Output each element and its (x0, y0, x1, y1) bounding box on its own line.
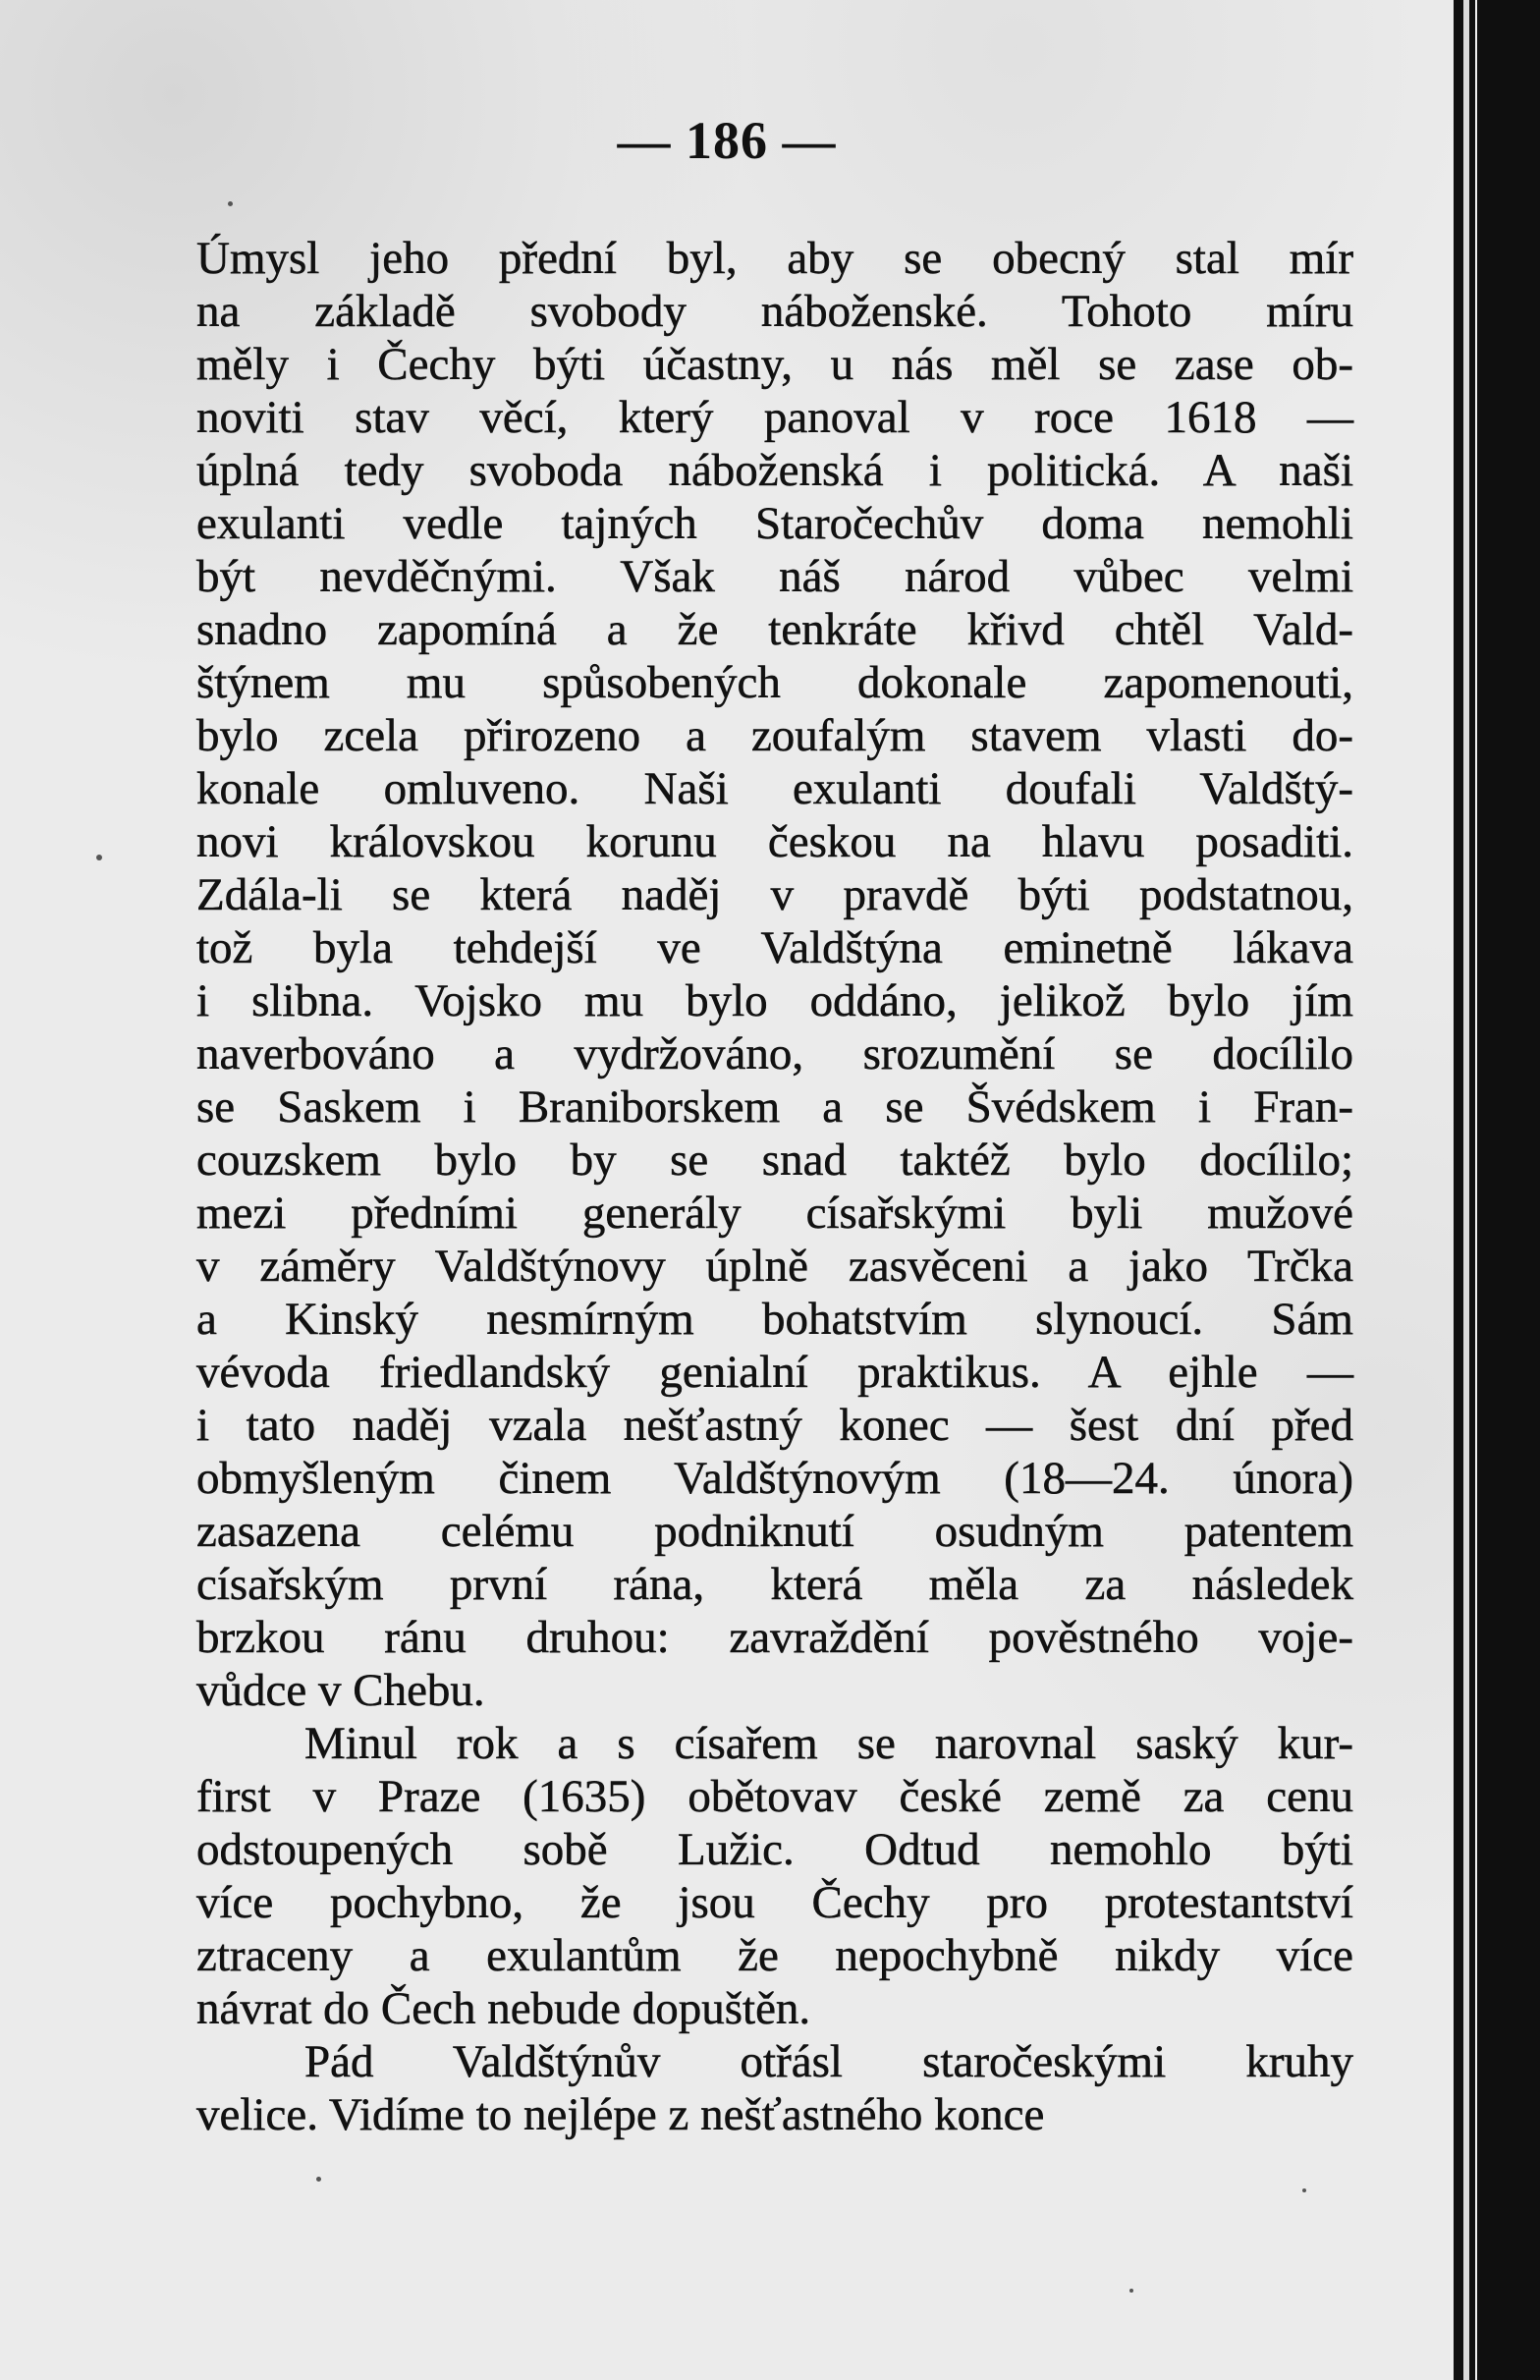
text-line: ztraceny a exulantům že nepochybně nikdy více (196, 1930, 1353, 1981)
text-line: first v Praze (1635) obětovav české země za cenu (196, 1771, 1353, 1822)
text-line: a Kinský nesmírným bohatstvím slynoucí. Sám (196, 1294, 1353, 1345)
text-line: mezi předními generály císařskými byli mužové (196, 1188, 1353, 1239)
print-speck (316, 2177, 321, 2182)
text-line: Zdála-li se která naděj v pravdě býti podstatnou, (196, 869, 1353, 920)
text-line: exulanti vedle tajných Staročechův doma nemohli (196, 498, 1353, 549)
print-speck (96, 855, 102, 860)
print-speck (228, 201, 233, 206)
page-edge-strip (1463, 0, 1469, 2380)
text-line: snadno zapomíná a že tenkráte křivd chtěl Vald- (196, 604, 1353, 655)
text-line: více pochybno, že jsou Čechy pro protestantství (196, 1877, 1353, 1928)
text-line: na základě svobody náboženské. Tohoto míru (196, 286, 1353, 337)
text-line: Minul rok a s císařem se narovnal saský kur- (304, 1718, 1353, 1769)
text-line: velice. Vidíme to nejlépe z nešťastného konce (196, 2089, 1045, 2140)
text-line: brzkou ránu druhou: zavraždění pověstného voje- (196, 1612, 1353, 1663)
text-line: štýnem mu spůsobených dokonale zapomenouti, (196, 657, 1353, 708)
text-line: i slibna. Vojsko mu bylo oddáno, jelikož bylo jím (196, 975, 1353, 1026)
text-line: Úmysl jeho přední byl, aby se obecný stal mír (196, 233, 1353, 284)
text-line: vůdce v Chebu. (196, 1665, 485, 1716)
text-line: Pád Valdštýnův otřásl staročeskými kruhy (304, 2036, 1353, 2087)
text-line: být nevděčnými. Však náš národ vůbec velmi (196, 551, 1353, 602)
text-line: císařským první rána, která měla za následek (196, 1559, 1353, 1610)
page-edge-strip (1475, 0, 1477, 2380)
text-line: novi královskou korunu českou na hlavu posaditi. (196, 816, 1353, 867)
text-line: obmyšleným činem Valdštýnovým (18—24. února) (196, 1453, 1353, 1504)
text-line: i tato naděj vzala nešťastný konec — šest dní před (196, 1400, 1353, 1451)
text-line: naverbováno a vydržováno, srozumění se docílilo (196, 1028, 1353, 1079)
text-line: se Saskem i Braniborskem a se Švédskem i Fran- (196, 1081, 1353, 1133)
text-line: návrat do Čech nebude dopuštěn. (196, 1983, 811, 2034)
text-line: v záměry Valdštýnovy úplně zasvěceni a jako Trčka (196, 1241, 1353, 1292)
text-line: úplná tedy svoboda náboženská i politická. A naši (196, 445, 1353, 496)
text-line: couzskem bylo by se snad taktéž bylo docílilo; (196, 1135, 1353, 1186)
text-line: bylo zcela přirozeno a zoufalým stavem vlasti do- (196, 710, 1353, 761)
page-number: — 186 — (617, 111, 837, 170)
text-line: zasazena celému podniknutí osudným patentem (196, 1506, 1353, 1557)
print-speck (1302, 2188, 1306, 2192)
text-line: měly i Čechy býti účastny, u nás měl se zase ob- (196, 339, 1353, 390)
text-line: vévoda friedlandský genialní praktikus. A ejhle — (196, 1347, 1353, 1398)
print-speck (1129, 2289, 1133, 2293)
body-text (196, 232, 1353, 2141)
text-line: odstoupených sobě Lužic. Odtud nemohlo býti (196, 1824, 1353, 1875)
text-line: noviti stav věcí, který panoval v roce 1618 — (196, 392, 1353, 443)
text-line: konale omluveno. Naši exulanti doufali Valdštý- (196, 763, 1353, 814)
text-line: tož byla tehdejší ve Valdštýna eminetně lákava (196, 922, 1353, 973)
